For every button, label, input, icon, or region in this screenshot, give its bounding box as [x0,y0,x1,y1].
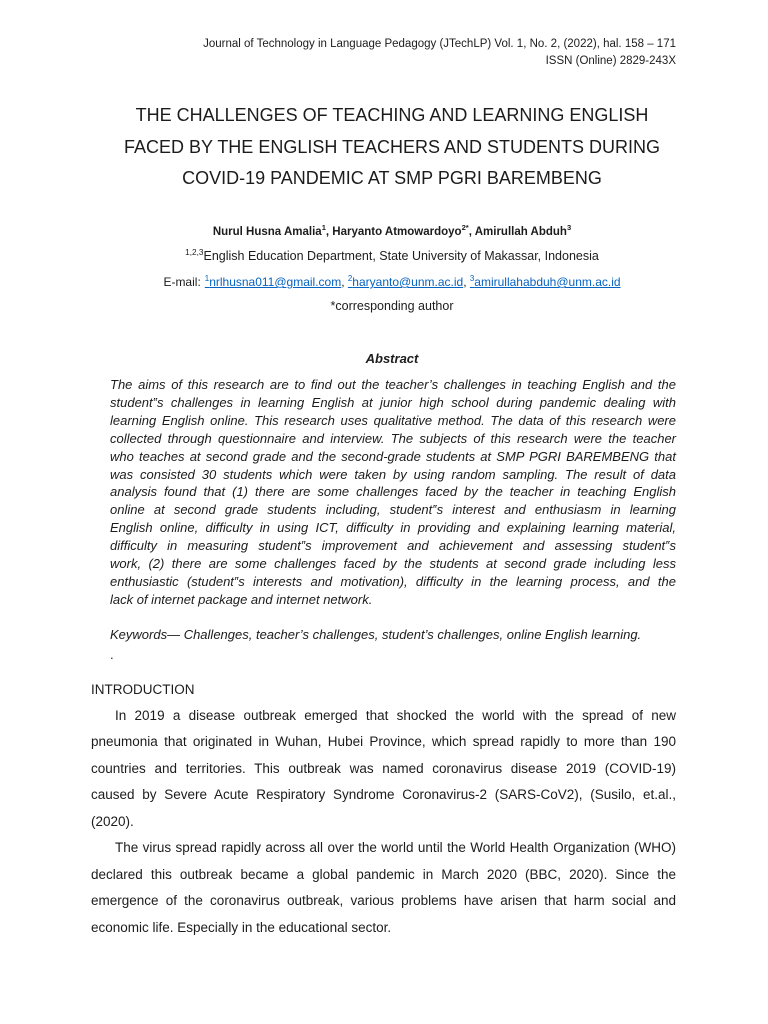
author-name: Amirullah Abduh [474,226,567,238]
email-link[interactable] [470,275,621,289]
introduction-body [91,703,676,942]
abstract-heading: Abstract [365,351,419,366]
keywords-line: Keywords— Challenges, teacher’s challenges, student’s challenges, online English learning. [110,627,642,642]
affiliation-text: English Education Department, State University of Makassar, Indonesia [203,249,599,263]
abstract-line: online at second grade students including, student‟s interest and enthusiasm in learning [110,502,676,518]
paragraph [91,703,676,836]
author-affiliation-mark: 1 [321,223,326,233]
paragraph-line: The virus spread rapidly across all over the world until the World Health Organization (WHO) [115,840,676,856]
abstract-line: learning English online. This research uses qualitative method. The data of this research were [110,412,676,428]
paragraph-line: caused by Severe Acute Respiratory Syndrome Coronavirus-2 (SARS-CoV2), (Susilo, et.al., [91,787,676,803]
abstract-line: was consisted 30 students which were taken by using random sampling. The result of data [110,466,676,482]
title-line: COVID-19 PANDEMIC AT SMP PGRI BAREMBENG [182,168,602,188]
title-line: THE CHALLENGES OF TEACHING AND LEARNING ENGLISH [135,105,649,125]
author-name: Nurul Husna Amalia [212,226,322,238]
paper-title [92,100,692,195]
abstract-line: difficulty in measuring student‟s improvement and achievement and assessing student‟s [110,538,676,554]
email-mark: 2 [347,274,353,283]
email-address: haryanto@unm.ac.id [352,275,464,289]
paragraph-line: economic life. Especially in the educational sector. [91,919,392,935]
email-mark: 1 [204,274,210,283]
email-separator: , [341,275,348,289]
email-line [92,274,692,290]
abstract-line: work, (2) there are some challenges faced by the students at second grade including less [110,556,676,572]
email-label: E-mail: [163,275,201,289]
issn-line: ISSN (Online) 2829-243X [545,55,676,67]
email-link[interactable] [348,275,463,289]
paragraph-line: (2020). [91,813,134,829]
abstract-line: student‟s challenges in learning English at junior high school during pandemic dealing with [110,394,676,410]
author-name: Haryanto Atmowardoyo [332,226,462,238]
email-address: amirullahabduh@unm.ac.id [474,275,621,289]
abstract-line: who teaches at second grade and the second-grade students at SMP PGRI BAREMBENG that [110,448,676,464]
abstract-line: analysis found that (1) there are some challenges faced by the teacher in teaching English [110,484,676,500]
paragraph [91,835,676,941]
paragraph-line: declared this outbreak became a global pandemic in March 2020 (BBC, 2020). Since the [91,866,676,882]
email-link[interactable] [205,275,341,289]
paragraph-line: pneumonia that originated in Wuhan, Hubei Province, which spread rapidly to more than 190 [91,734,676,750]
author-separator: , [468,226,475,238]
paragraph-line: In 2019 a disease outbreak emerged that shocked the world with the spread of new [115,707,676,723]
stray-period: . [110,647,114,662]
email-address: nrlhusna011@gmail.com [209,275,342,289]
affiliation-marks: 1,2,3 [185,247,204,257]
author-list [92,224,692,240]
running-header [203,36,676,70]
email-mark: 3 [469,274,475,283]
author-affiliation-mark: 3 [566,223,572,233]
journal-citation: Journal of Technology in Language Pedagogy (JTechLP) Vol. 1, No. 2, (2022), hal. 158 – 171 [203,38,676,50]
section-heading-introduction: INTRODUCTION [91,682,195,697]
email-separator: , [463,275,470,289]
affiliation [92,248,692,264]
author-affiliation-mark: 2* [461,223,469,233]
corresponding-author-note: *corresponding author [330,299,454,313]
paragraph-line: countries and territories. This outbreak was named coronavirus disease 2019 (COVID-19) [91,760,676,776]
abstract-line: enthusiastic (student‟s interests and motivation), difficulty in the learning process, and the [110,573,676,589]
abstract-body [110,376,676,609]
abstract-line: lack of internet package and internet network. [110,591,373,607]
title-line: FACED BY THE ENGLISH TEACHERS AND STUDENTS DURING [123,136,661,157]
author-separator: , [325,226,333,238]
abstract-line: English online, difficulty in using ICT, difficulty in providing and explaining learning material, [110,520,676,536]
abstract-line: collected through questionnaire and interview. The subjects of this research were the teacher [110,430,676,446]
paragraph-line: emergence of the coronavirus outbreak, various problems have arisen that harm social and [91,893,676,909]
abstract-line: The aims of this research are to find out the teacher’s challenges in teaching English and the [110,377,676,392]
